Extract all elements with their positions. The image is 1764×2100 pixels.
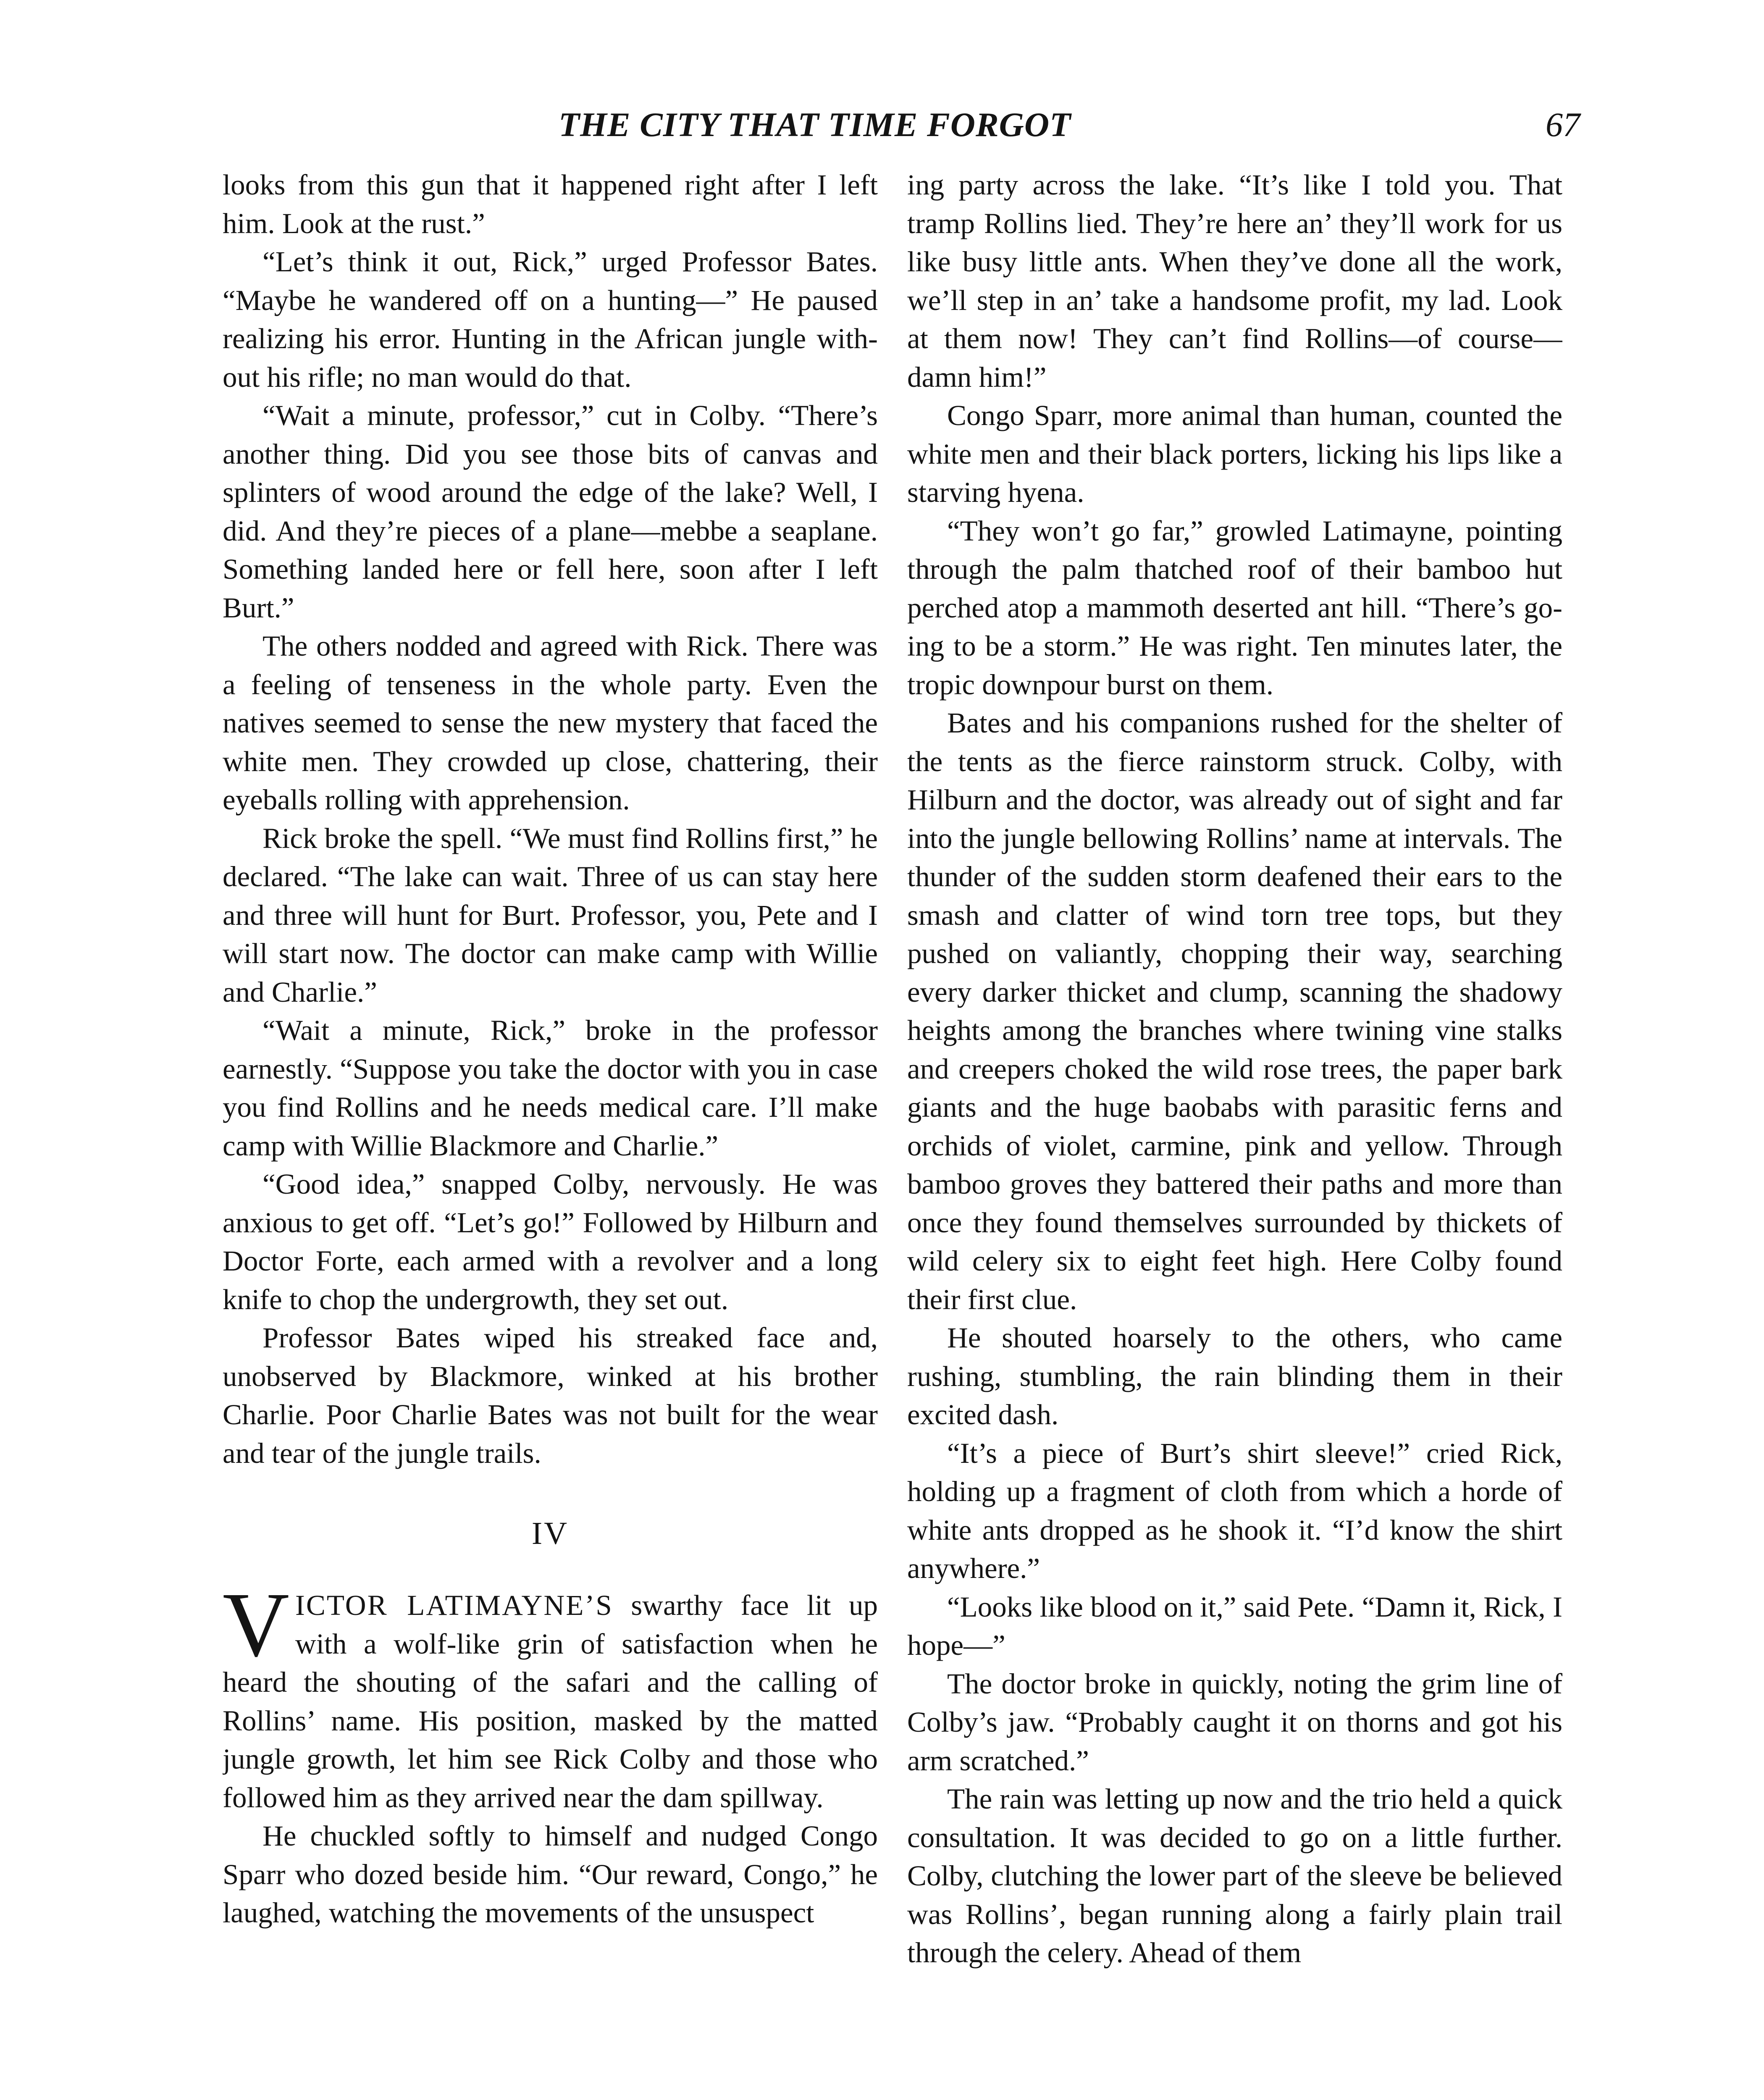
paragraph: “Wait a minute, professor,” cut in Colby. “There’s another thing. Did you see those bits of canvas and splinters of wood around the edge of the lake? Well, I did. And they’re pieces of a plane—mebbe a seaplane. Something landed here or fell here, soon after I left Burt.” (223, 399, 878, 624)
left-column (223, 166, 878, 2100)
section-heading: IV (531, 1516, 569, 1551)
page-header (0, 105, 1764, 155)
paragraph: “Looks like blood on it,” said Pete. “Damn it, Rick, I hope—” (907, 1591, 1562, 1661)
paragraph: The doctor broke in quickly, noting the grim line of Colby’s jaw. “Probably caught it on thorns and got his arm scratched.” (907, 1667, 1562, 1777)
dropcap-paragraph (223, 1573, 878, 1817)
dropcap-lead: ICTOR LATIMAYNE’S (295, 1589, 613, 1621)
page-number: 67 (1546, 105, 1580, 144)
paragraph: “Good idea,” snapped Colby, nervously. He was anxious to get off. “Let’s go!” Followed by Hilburn and Doctor Forte, each armed with a revolver and a long knife to chop the undergrowth, they set out. (223, 1168, 878, 1315)
paragraph: looks from this gun that it happened right after I left him. Look at the rust.” (223, 169, 878, 239)
paragraph: “They won’t go far,” growled Latimayne, pointing through the palm thatched roof of their bamboo hut perched atop a mammoth deserted ant hill. “There’s going to be a storm.” He was right. Ten minutes later, the tropic downpour burst on them. (907, 514, 1562, 701)
paragraph: “Let’s think it out, Rick,” urged Professor Bates. “Maybe he wandered off on a hunting—” He paused realizing his error. Hunting in the African jungle without his rifle; no man would do that. (223, 246, 878, 393)
paragraph: ing party across the lake. “It’s like I told you. That tramp Rollins lied. They’re here an’ they’ll work for us like busy little ants. When they’ve done all the work, we’ll step in an’ take a handsome profit, my lad. Look at them now! They can’t find Rollins—of course—damn him!” (907, 169, 1562, 393)
paragraph: Bates and his companions rushed for the shelter of the tents as the fierce rainstorm struck. Colby, with Hilburn and the doctor, was already out of sight and far into the jungle bellowing Rollins’ name at intervals. The thunder of the sudden storm deafened their ears to the smash and clatter of wind torn tree tops, but they pushed on valiantly, chopping their way, searching every darker thicket and clump, scanning the shadowy heights among the branches where twining vine stalks and creepers choked the wild rose trees, the paper bark giants and the huge baobabs with parasitic ferns and orchids of violet, carmine, pink and yellow. Through bamboo groves they battered their paths and more than once they found themselves surrounded by thickets of wild celery six to eight feet high. Here Colby found their first clue. (907, 707, 1562, 1315)
paragraph: Rick broke the spell. “We must find Rollins first,” he declared. “The lake can wait. Three of us can stay here and three will hunt for Burt. Professor, you, Pete and I will start now. The doctor can make camp with Willie and Charlie.” (223, 822, 878, 1008)
paragraph: The rain was letting up now and the trio held a quick consultation. It was decided to go on a little further. Colby, clutching the lower part of the sleeve be believed was Rollins’, began running along a fairly plain trail through the celery. Ahead of them (907, 1783, 1562, 1969)
paragraph: He chuckled softly to himself and nudged Congo Sparr who dozed beside him. “Our reward, Congo,” he laughed, watching the movements of the unsuspect (223, 1820, 878, 1929)
paragraph: “Wait a minute, Rick,” broke in the professor earnestly. “Suppose you take the doctor with you in case you find Rollins and he needs medical care. I’ll make camp with Willie Blackmore and Charlie.” (223, 1014, 878, 1162)
dropcap-rest: swarthy face lit up with a wolf-like grin of satisfaction when he heard the shouting of the safari and the calling of Rollins’ name. His position, masked by the matted jungle growth, let him see Rick Colby and those who followed him as they arrived near the dam spillway. (223, 1589, 878, 1814)
right-column (907, 166, 1562, 2100)
paragraph: He shouted hoarsely to the others, who came rushing, stumbling, the rain blinding them in their excited dash. (907, 1322, 1562, 1431)
paragraph: Congo Sparr, more animal than human, counted the white men and their black porters, licking his lips like a starving hyena. (907, 399, 1562, 508)
paragraph: The others nodded and agreed with Rick. There was a feeling of tenseness in the whole party. Even the natives seemed to sense the new mystery that faced the white men. They crowded up close, chattering, their eyeballs rolling with apprehension. (223, 630, 878, 816)
running-title: THE CITY THAT TIME FORGOT (559, 105, 1071, 144)
drop-cap: V (223, 1573, 289, 1676)
paragraph: “It’s a piece of Burt’s shirt sleeve!” cried Rick, holding up a fragment of cloth from which a horde of white ants dropped as he shook it. “I’d know the shirt anywhere.” (907, 1437, 1562, 1584)
paragraph: Professor Bates wiped his streaked face and, unobserved by Blackmore, winked at his brother Charlie. Poor Charlie Bates was not built for the wear and tear of the jungle trails. (223, 1322, 878, 1469)
